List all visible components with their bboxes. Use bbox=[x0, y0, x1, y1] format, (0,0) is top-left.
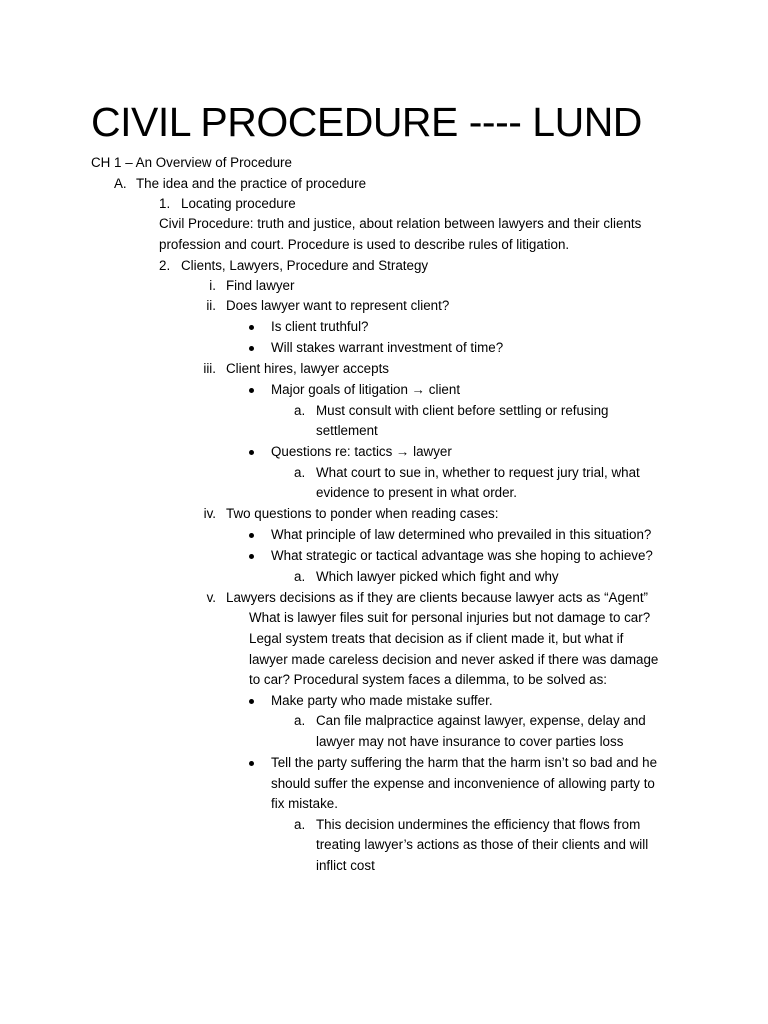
bullet-icon bbox=[249, 346, 254, 351]
sub-item-text: Which lawyer picked which fight and why bbox=[316, 569, 559, 584]
sub-item-text: What court to sue in, whether to request jury trial, what bbox=[316, 465, 640, 480]
bullet-text: Make party who made mistake suffer. bbox=[271, 693, 493, 708]
bullet-icon bbox=[249, 450, 254, 455]
bullet-text: Major goals of litigation → client bbox=[271, 382, 461, 397]
marker-a: a. bbox=[294, 817, 306, 832]
bullet-icon bbox=[249, 325, 254, 330]
sub-item-text: evidence to present in what order. bbox=[316, 485, 517, 500]
marker-a: a. bbox=[294, 403, 306, 418]
bullet-icon bbox=[249, 554, 254, 559]
sub-item-text: settlement bbox=[316, 423, 378, 438]
marker-a: a. bbox=[294, 569, 306, 584]
bullet-text: should suffer the expense and inconvenience of allowing party to bbox=[271, 776, 655, 791]
item-v-body-line: to car? Procedural system faces a dilemma, to be solved as: bbox=[249, 672, 607, 687]
item-v-body-line: What is lawyer files suit for personal injuries but not damage to car? bbox=[249, 610, 651, 625]
section-1-body-line: profession and court. Procedure is used to describe rules of litigation. bbox=[159, 237, 570, 252]
marker-2: 2. bbox=[159, 258, 171, 273]
sub-item-text: Can file malpractice against lawyer, expense, delay and bbox=[316, 713, 646, 728]
item-v-body-line: lawyer made careless decision and never asked if there was damage bbox=[249, 652, 659, 667]
section-1-label: Locating procedure bbox=[181, 196, 296, 211]
bullet-icon bbox=[249, 699, 254, 704]
marker-A: A. bbox=[114, 176, 127, 191]
chapter-heading: CH 1 – An Overview of Procedure bbox=[91, 155, 292, 170]
sub-item-text: lawyer may not have insurance to cover parties loss bbox=[316, 734, 624, 749]
item-iii-label: Client hires, lawyer accepts bbox=[226, 361, 389, 376]
bullet-text: Tell the party suffering the harm that the harm isn’t so bad and he bbox=[271, 755, 658, 770]
bullet-text: What principle of law determined who prevailed in this situation? bbox=[271, 527, 652, 542]
bullet-text: What strategic or tactical advantage was she hoping to achieve? bbox=[271, 548, 653, 563]
marker-i: i. bbox=[209, 278, 216, 293]
marker-iii: iii. bbox=[203, 361, 216, 376]
marker-iv: iv. bbox=[203, 506, 216, 521]
marker-a: a. bbox=[294, 713, 306, 728]
item-ii-label: Does lawyer want to represent client? bbox=[226, 298, 450, 313]
bullet-text: Will stakes warrant investment of time? bbox=[271, 340, 504, 355]
document-title: CIVIL PROCEDURE ---- LUND bbox=[91, 99, 642, 145]
item-v-body-line: Legal system treats that decision as if client made it, but what if bbox=[249, 631, 624, 646]
item-v-label: Lawyers decisions as if they are clients because lawyer acts as “Agent” bbox=[226, 590, 649, 605]
bullet-text: Questions re: tactics → lawyer bbox=[271, 444, 452, 459]
marker-v: v. bbox=[206, 590, 216, 605]
section-1-body-line: Civil Procedure: truth and justice, about relation between lawyers and their clients bbox=[159, 216, 642, 231]
marker-1: 1. bbox=[159, 196, 171, 211]
bullet-icon bbox=[249, 533, 254, 538]
sub-item-text: Must consult with client before settling or refusing bbox=[316, 403, 609, 418]
sub-item-text: This decision undermines the efficiency that flows from bbox=[316, 817, 641, 832]
bullet-icon bbox=[249, 388, 254, 393]
marker-ii: ii. bbox=[206, 298, 216, 313]
section-A-label: The idea and the practice of procedure bbox=[136, 176, 367, 191]
bullet-icon bbox=[249, 761, 254, 766]
item-i-label: Find lawyer bbox=[226, 278, 295, 293]
sub-item-text: inflict cost bbox=[316, 858, 375, 873]
sub-item-text: treating lawyer’s actions as those of their clients and will bbox=[316, 837, 649, 852]
item-iv-label: Two questions to ponder when reading cases: bbox=[226, 506, 499, 521]
bullet-text: Is client truthful? bbox=[271, 319, 369, 334]
section-2-label: Clients, Lawyers, Procedure and Strategy bbox=[181, 258, 429, 273]
marker-a: a. bbox=[294, 465, 306, 480]
bullet-text: fix mistake. bbox=[271, 796, 338, 811]
